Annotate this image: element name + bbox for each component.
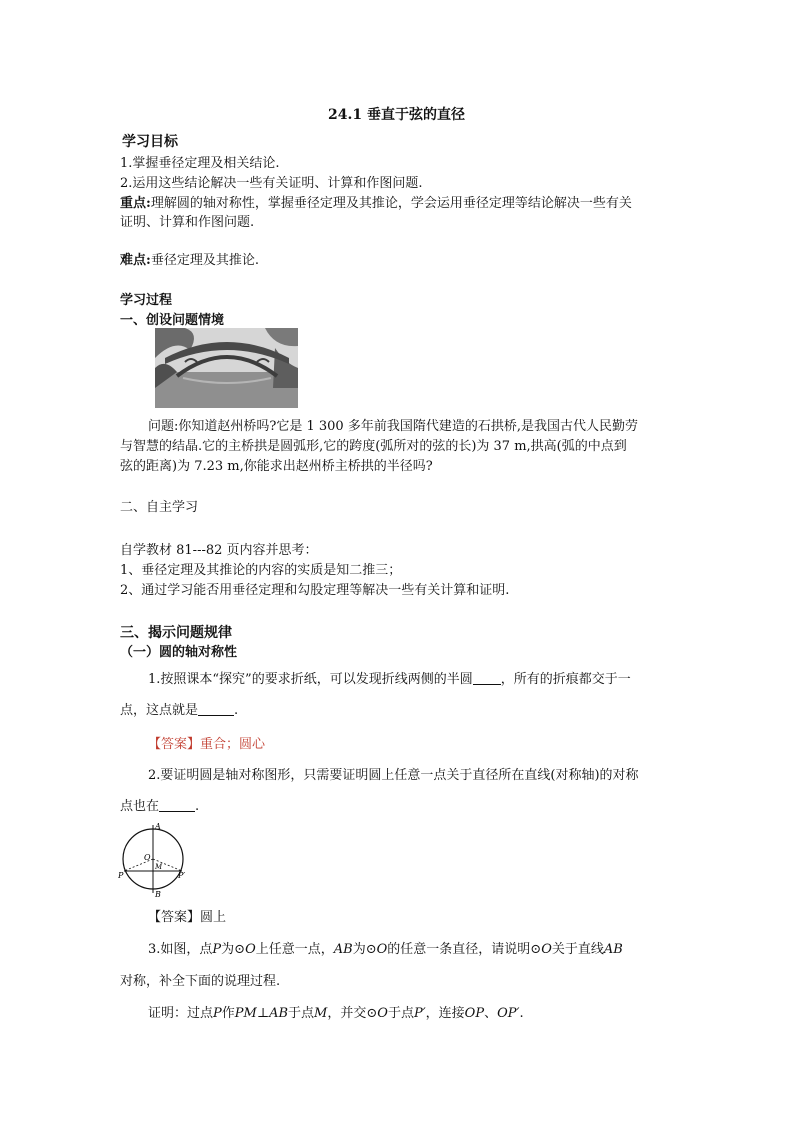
difficulty-line <box>120 249 259 268</box>
subsection-1-heading: （一）圆的轴对称性 <box>120 645 238 660</box>
question-text-line-2: 与智慧的结晶.它的主桥拱是圆弧形,它的跨度(弧所对的弦的长)为 37 m,拱高(弧的中点到 <box>120 439 627 454</box>
key-point-text-cont: 证明、计算和作图问题. <box>120 215 255 230</box>
q3-t11: 关于直线 <box>551 942 604 957</box>
proof-t3: 作 <box>221 1006 235 1021</box>
q1-text-a: 1.按照课本“探究”的要求折纸，可以发现折线两侧的半圆 <box>148 672 473 687</box>
proof-t10: O <box>377 1006 388 1021</box>
q2-answer: 【答案】圆上 <box>148 910 227 925</box>
proof-t9: ，并交⊙ <box>327 1006 378 1021</box>
proof-line <box>148 1002 524 1021</box>
label-m: M <box>155 863 163 871</box>
q2-text-a: 点也在 <box>120 799 160 814</box>
q3-t2: P <box>212 942 222 957</box>
goals-heading: 学习目标 <box>122 134 178 150</box>
section-1-heading: 一、创设问题情境 <box>120 313 225 328</box>
proof-t12: P′ <box>413 1006 426 1021</box>
proof-t14: OP <box>464 1006 485 1021</box>
q1-text-b: ，所有的折痕都交于一 <box>500 672 631 687</box>
difficulty-label: 难点: <box>120 253 151 268</box>
q3-line-1 <box>148 938 623 957</box>
circle-diagram <box>118 816 190 898</box>
proof-t1: 证明：过点 <box>148 1006 214 1021</box>
question-text-line-3: 弦的距离)为 7.23 m,你能求出赵州桥主桥拱的半径吗? <box>120 459 433 474</box>
label-b: B <box>155 890 161 898</box>
page-title: 24.1 垂直于弦的直径 <box>328 107 465 123</box>
q3-t5: 上任意一点， <box>255 942 334 957</box>
q1-blank-2[interactable] <box>198 703 234 716</box>
proof-t7: 于点 <box>288 1006 315 1021</box>
proof-t16: OP′ <box>497 1006 520 1021</box>
zhaozhou-bridge-photo <box>155 328 298 408</box>
self-study-line-1: 自学教材 81---82 页内容并思考： <box>120 543 318 558</box>
proof-t4: PM <box>234 1006 257 1021</box>
q1-text-d: . <box>234 703 239 718</box>
goal-line-2: 2.运用这些结论解决一些有关证明、计算和作图问题. <box>120 176 423 191</box>
q3-t1: 3.如图，点 <box>148 942 213 957</box>
difficulty-text: 垂径定理及其推论. <box>150 253 259 268</box>
q3-line-2: 对称，补全下面的说理过程. <box>120 974 281 989</box>
q2-line-2 <box>120 795 199 814</box>
q1-line-2 <box>120 699 238 718</box>
section-3-heading: 三、揭示问题规律 <box>120 625 232 641</box>
process-heading: 学习过程 <box>120 293 173 308</box>
q1-text-c: 点，这点就是 <box>120 703 199 718</box>
q3-t9: 的任意一条直径，请说明⊙ <box>387 942 542 957</box>
proof-t11: 于点 <box>387 1006 414 1021</box>
label-o: O <box>144 853 151 862</box>
question-text-line-1: 问题:你知道赵州桥吗?它是 1 300 多年前我国隋代建造的石拱桥,是我国古代人民勤劳 <box>148 419 638 434</box>
q1-answer: 【答案】重合；圆心 <box>148 737 266 752</box>
q3-t12: AB <box>603 942 623 957</box>
label-p-prime: P′ <box>178 871 186 880</box>
proof-t5: ⊥ <box>256 1006 270 1021</box>
label-p: P <box>118 871 124 880</box>
self-study-line-2: 1、垂径定理及其推论的内容的实质是知二推三； <box>120 563 402 578</box>
q3-t6: AB <box>333 942 353 957</box>
q3-t3: 为⊙ <box>221 942 246 957</box>
self-study-line-3: 2、通过学习能否用垂径定理和勾股定理等解决一些有关计算和证明. <box>120 583 510 598</box>
proof-t2: P <box>213 1006 222 1021</box>
label-a: A <box>155 822 161 831</box>
bridge-illustration <box>155 328 298 408</box>
proof-t8: M <box>314 1006 328 1021</box>
q1-blank-1[interactable] <box>473 672 501 685</box>
q3-t8: O <box>376 942 388 957</box>
q3-t4: O <box>245 942 256 957</box>
q3-t10: O <box>541 942 552 957</box>
q2-line-1: 2.要证明圆是轴对称图形，只需要证明圆上任意一点关于直径所在直线(对称轴)的对称 <box>148 768 639 783</box>
goal-line-1: 1.掌握垂径定理及相关结论. <box>120 156 280 171</box>
proof-t6: AB <box>269 1006 289 1021</box>
q1-line-1 <box>148 668 631 687</box>
proof-t15: 、 <box>484 1006 498 1021</box>
proof-t13: ，连接 <box>425 1006 465 1021</box>
key-point-label: 重点: <box>120 196 151 211</box>
q2-text-b: . <box>195 799 200 814</box>
key-point-text: 理解圆的轴对称性，掌握垂径定理及其推论，学会运用垂径定理等结论解决一些有关 <box>150 196 632 211</box>
q3-t7: 为⊙ <box>352 942 377 957</box>
section-2-heading: 二、自主学习 <box>120 500 199 515</box>
key-point-line <box>120 192 632 211</box>
proof-t17: . <box>519 1006 524 1021</box>
q2-blank[interactable] <box>159 799 195 812</box>
